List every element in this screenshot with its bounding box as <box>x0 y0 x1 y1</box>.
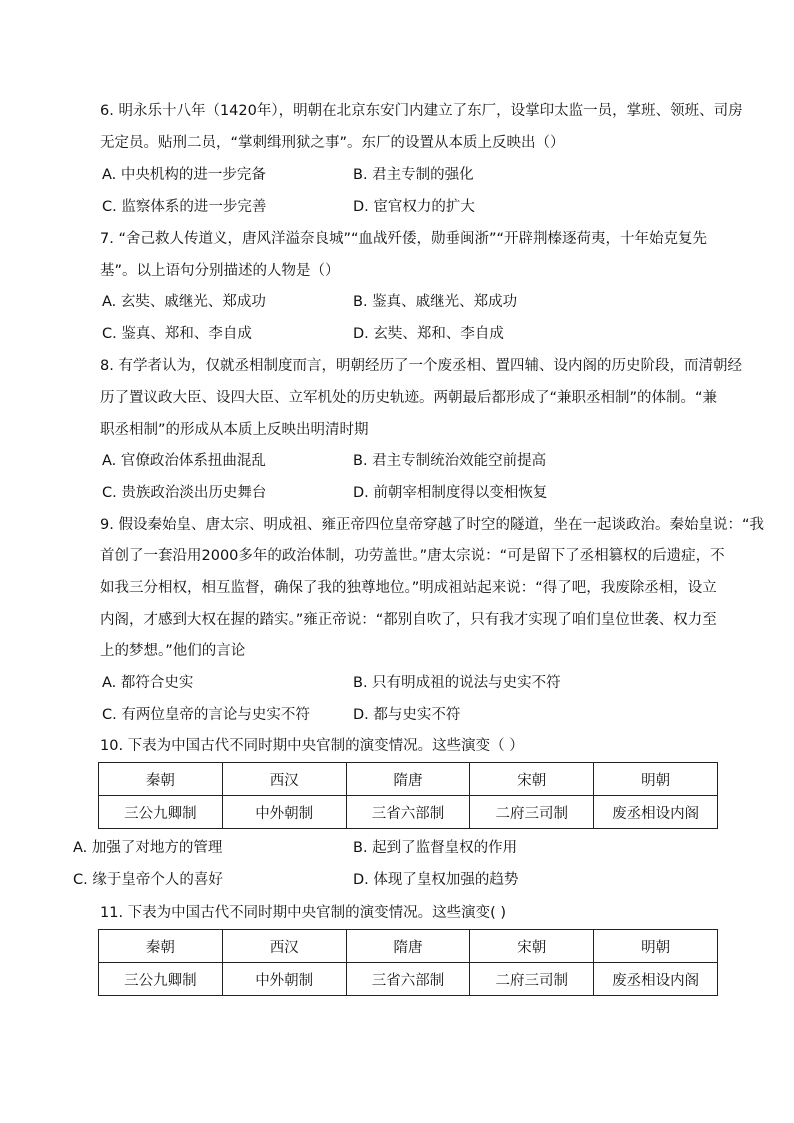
q11-stem: 11. 下表为中国古代不同时期中央官制的演变情况。这些演变( ) <box>100 905 507 921</box>
q7-option-a: A. 玄奘、戚继光、郑成功 <box>102 294 266 310</box>
table-cell: 隋唐 <box>346 930 470 963</box>
q9-stem-line-5: 上的梦想。”他们的言论 <box>100 643 246 659</box>
table-cell: 三省六部制 <box>346 796 470 829</box>
q8-option-a: A. 官僚政治体系扭曲混乱 <box>102 453 266 469</box>
table-header-row <box>99 763 718 796</box>
q10-table <box>98 762 718 829</box>
table-cell: 西汉 <box>222 930 346 963</box>
table-row <box>99 963 718 996</box>
q8-stem-line-1: 8. 有学者认为，仅就丞相制度而言，明朝经历了一个废丞相、置四辅、设内阁的历史阶段，而清朝经 <box>100 358 742 374</box>
table-row <box>99 796 718 829</box>
table-cell: 三省六部制 <box>346 963 470 996</box>
table-cell: 秦朝 <box>99 763 223 796</box>
q8-option-b: B. 君主专制统治效能空前提高 <box>353 453 547 469</box>
q6-option-c: C. 监察体系的进一步完善 <box>102 199 267 215</box>
table-cell: 中外朝制 <box>222 963 346 996</box>
q10-option-a: A. 加强了对地方的管理 <box>73 840 223 856</box>
table-cell: 二府三司制 <box>470 796 594 829</box>
q8-option-c: C. 贵族政治淡出历史舞台 <box>102 485 267 501</box>
q10-option-b: B. 起到了监督皇权的作用 <box>353 840 518 856</box>
q7-option-c: C. 鉴真、郑和、李自成 <box>102 326 252 342</box>
q11-table <box>98 929 718 996</box>
q10-stem: 10. 下表为中国古代不同时期中央官制的演变情况。这些演变（ ） <box>100 738 524 754</box>
q9-stem-line-2: 首创了一套沿用2000多年的政治体制，功劳盖世。”唐太宗说：“可是留下了丞相篡权的后遗症，不 <box>100 548 725 564</box>
table-cell: 宋朝 <box>470 763 594 796</box>
table-cell: 隋唐 <box>346 763 470 796</box>
q9-stem-line-1: 9. 假设秦始皇、唐太宗、明成祖、雍正帝四位皇帝穿越了时空的隧道，坐在一起谈政治。秦始皇说：“我 <box>100 517 764 533</box>
q9-option-a: A. 都符合史实 <box>102 675 194 691</box>
table-cell: 三公九卿制 <box>99 796 223 829</box>
q7-option-d: D. 玄奘、郑和、李自成 <box>353 326 504 342</box>
table-cell: 废丞相设内阁 <box>594 796 718 829</box>
q6-stem-line-1: 6. 明永乐十八年（1420年），明朝在北京东安门内建立了东厂，设掌印太监一员，掌班、领班、司房 <box>100 103 743 119</box>
q9-option-d: D. 都与史实不符 <box>353 707 461 723</box>
q7-option-b: B. 鉴真、戚继光、郑成功 <box>353 294 518 310</box>
q6-option-b: B. 君主专制的强化 <box>353 167 474 183</box>
table-header-row <box>99 930 718 963</box>
q9-option-b: B. 只有明成祖的说法与史实不符 <box>353 675 561 691</box>
q10-option-d: D. 体现了皇权加强的趋势 <box>353 872 519 888</box>
q8-stem-line-2: 历了置议政大臣、设四大臣、立军机处的历史轨迹。两朝最后都形成了“兼职丞相制”的体制。“兼 <box>100 390 718 406</box>
q6-option-d: D. 宦官权力的扩大 <box>353 199 475 215</box>
q8-stem-line-3: 职丞相制”的形成从本质上反映出明清时期 <box>100 422 369 438</box>
q9-stem-line-3: 如我三分相权，相互监督，确保了我的独尊地位。”明成祖站起来说：“得了吧，我废除丞相，设立 <box>100 580 717 596</box>
q9-stem-line-4: 内阁，才感到大权在握的踏实。”雍正帝说：“都别自吹了，只有我才实现了咱们皇位世袭、权力至 <box>100 612 717 628</box>
table-cell: 明朝 <box>594 930 718 963</box>
q6-stem-line-2: 无定员。贴刑二员，“掌刺缉刑狱之事”。东厂的设置从本质上反映出（） <box>100 135 565 151</box>
q7-stem-line-1: 7. “舍己救人传道义，唐风洋溢奈良城”“血战歼倭，勋垂闽浙”“开辟荆榛逐荷夷，十年始克复先 <box>100 231 707 247</box>
table-cell: 二府三司制 <box>470 963 594 996</box>
table-cell: 西汉 <box>222 763 346 796</box>
table-cell: 废丞相设内阁 <box>594 963 718 996</box>
table-cell: 宋朝 <box>470 930 594 963</box>
table-cell: 中外朝制 <box>222 796 346 829</box>
q6-option-a: A. 中央机构的进一步完备 <box>102 167 266 183</box>
table-cell: 秦朝 <box>99 930 223 963</box>
table-cell: 三公九卿制 <box>99 963 223 996</box>
q7-stem-line-2: 基”。以上语句分别描述的人物是（） <box>100 263 340 279</box>
table-cell: 明朝 <box>594 763 718 796</box>
q10-option-c: C. 缘于皇帝个人的喜好 <box>73 872 223 888</box>
q8-option-d: D. 前朝宰相制度得以变相恢复 <box>353 485 548 501</box>
q9-option-c: C. 有两位皇帝的言论与史实不符 <box>102 707 310 723</box>
